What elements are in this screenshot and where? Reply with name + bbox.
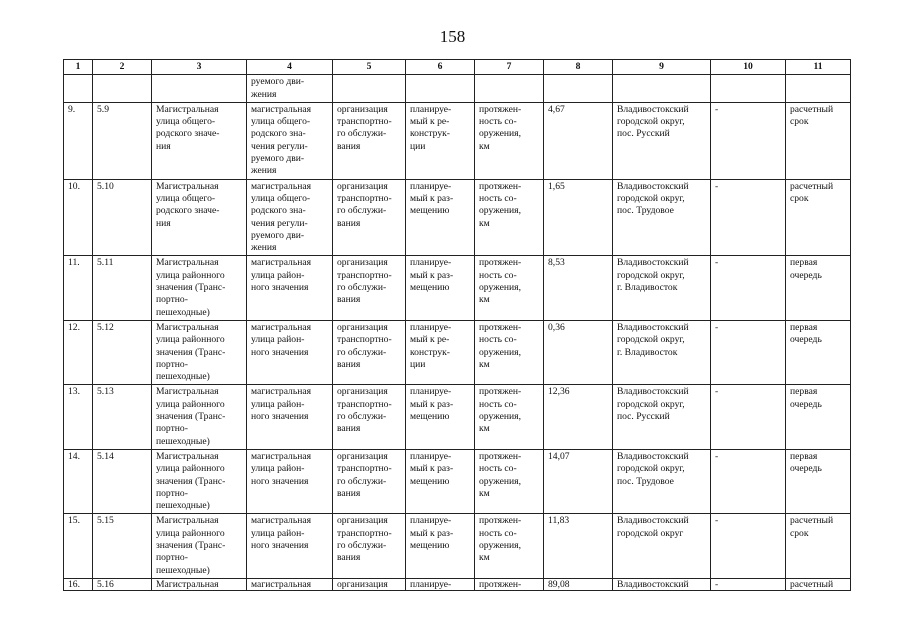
object-category: магистральная улица район- ного значения [247,320,333,384]
object-name: Магистральная улица районного значения (Транс- портно- пешеходные) [152,385,247,449]
object-measure: протяжен- ность со- оружения, км [475,385,544,449]
object-purpose: организация транспортно- го обслужи- вания [333,385,406,449]
object-category: магистральная улица район- ного значения [247,256,333,320]
cell [786,75,851,103]
object-status: планируе- мый к ре- конструк- ции [406,102,475,179]
object-term: расчетный срок [786,179,851,256]
object-name: Магистральная улица районного значения (Транс- портно- пешеходные) [152,320,247,384]
object-measure: протяжен- ность со- оружения, км [475,449,544,513]
object-status: планируе- [406,578,475,590]
row-code: 5.14 [93,449,152,513]
cell [64,75,93,103]
object-value: 1,65 [544,179,613,256]
column-10-value: - [711,102,786,179]
object-purpose: организация транспортно- го обслужи- вания [333,256,406,320]
column-header: 5 [333,60,406,75]
row-number: 9. [64,102,93,179]
object-category: магистральная улица район- ного значения [247,449,333,513]
cell [475,75,544,103]
column-10-value: - [711,578,786,590]
row-code: 5.13 [93,385,152,449]
object-term: расчетный срок [786,514,851,578]
object-location: Владивостокский городской округ, пос. Трудовое [613,179,711,256]
row-number: 14. [64,449,93,513]
object-status: планируе- мый к раз- мещению [406,179,475,256]
data-table [63,59,851,591]
object-name: Магистральная улица районного значения (Транс- портно- пешеходные) [152,449,247,513]
row-number: 13. [64,385,93,449]
object-purpose: организация транспортно- го обслужи- вания [333,102,406,179]
object-value: 12,36 [544,385,613,449]
table-row [64,514,851,578]
object-measure: протяжен- ность со- оружения, км [475,320,544,384]
object-location: Владивостокский городской округ, г. Владивосток [613,256,711,320]
object-name: Магистральная [152,578,247,590]
object-location: Владивостокский [613,578,711,590]
cell [711,75,786,103]
object-category: магистральная улица район- ного значения [247,385,333,449]
table-row [64,320,851,384]
object-location: Владивостокский городской округ [613,514,711,578]
table-row [64,179,851,256]
object-name: Магистральная улица общего- родского значе- ния [152,102,247,179]
row-code: 5.15 [93,514,152,578]
object-name: Магистральная улица районного значения (Транс- портно- пешеходные) [152,514,247,578]
object-purpose: организация [333,578,406,590]
object-term: первая очередь [786,320,851,384]
object-status: планируе- мый к раз- мещению [406,514,475,578]
column-10-value: - [711,256,786,320]
row-number: 10. [64,179,93,256]
column-header: 8 [544,60,613,75]
table-row [64,449,851,513]
table-row [64,102,851,179]
object-term: первая очередь [786,385,851,449]
row-number: 11. [64,256,93,320]
row-code: 5.10 [93,179,152,256]
object-location: Владивостокский городской округ, г. Владивосток [613,320,711,384]
object-value: 4,67 [544,102,613,179]
object-location: Владивостокский городской округ, пос. Русский [613,102,711,179]
object-category: магистральная улица общего- родского зна- чения регули- руемого дви- жения [247,102,333,179]
column-header: 4 [247,60,333,75]
object-measure: протяжен- ность со- оружения, км [475,102,544,179]
object-value: 89,08 [544,578,613,590]
continuation-row [64,75,851,103]
object-measure: протяжен- [475,578,544,590]
column-10-value: - [711,514,786,578]
cell: руемого дви- жения [247,75,333,103]
row-number: 16. [64,578,93,590]
object-value: 8,53 [544,256,613,320]
column-header: 6 [406,60,475,75]
column-10-value: - [711,179,786,256]
object-location: Владивостокский городской округ, пос. Трудовое [613,449,711,513]
object-purpose: организация транспортно- го обслужи- вания [333,179,406,256]
object-status: планируе- мый к раз- мещению [406,385,475,449]
object-status: планируе- мый к раз- мещению [406,256,475,320]
cell [93,75,152,103]
object-status: планируе- мый к ре- конструк- ции [406,320,475,384]
column-header: 11 [786,60,851,75]
column-10-value: - [711,449,786,513]
column-header: 3 [152,60,247,75]
object-term: расчетный [786,578,851,590]
column-10-value: - [711,320,786,384]
object-name: Магистральная улица общего- родского значе- ния [152,179,247,256]
object-term: расчетный срок [786,102,851,179]
object-name: Магистральная улица районного значения (Транс- портно- пешеходные) [152,256,247,320]
column-header: 9 [613,60,711,75]
column-header: 7 [475,60,544,75]
object-measure: протяжен- ность со- оружения, км [475,514,544,578]
object-term: первая очередь [786,256,851,320]
object-category: магистральная улица общего- родского зна- чения регули- руемого дви- жения [247,179,333,256]
table-row [64,385,851,449]
table-row [64,256,851,320]
page-number: 158 [439,27,466,46]
object-value: 11,83 [544,514,613,578]
row-code: 5.11 [93,256,152,320]
column-number-row [64,60,851,75]
object-value: 14,07 [544,449,613,513]
object-category: магистральная [247,578,333,590]
row-code: 5.9 [93,102,152,179]
object-term: первая очередь [786,449,851,513]
object-category: магистральная улица район- ного значения [247,514,333,578]
table-row [64,578,851,590]
object-status: планируе- мый к раз- мещению [406,449,475,513]
row-number: 12. [64,320,93,384]
cell [406,75,475,103]
cell [333,75,406,103]
row-code: 5.12 [93,320,152,384]
object-purpose: организация транспортно- го обслужи- вания [333,514,406,578]
object-measure: протяжен- ность со- оружения, км [475,179,544,256]
object-location: Владивостокский городской округ, пос. Русский [613,385,711,449]
object-purpose: организация транспортно- го обслужи- вания [333,320,406,384]
column-10-value: - [711,385,786,449]
object-value: 0,36 [544,320,613,384]
column-header: 1 [64,60,93,75]
cell [613,75,711,103]
column-header: 10 [711,60,786,75]
row-code: 5.16 [93,578,152,590]
cell [152,75,247,103]
cell [544,75,613,103]
row-number: 15. [64,514,93,578]
column-header: 2 [93,60,152,75]
object-measure: протяжен- ность со- оружения, км [475,256,544,320]
object-purpose: организация транспортно- го обслужи- вания [333,449,406,513]
